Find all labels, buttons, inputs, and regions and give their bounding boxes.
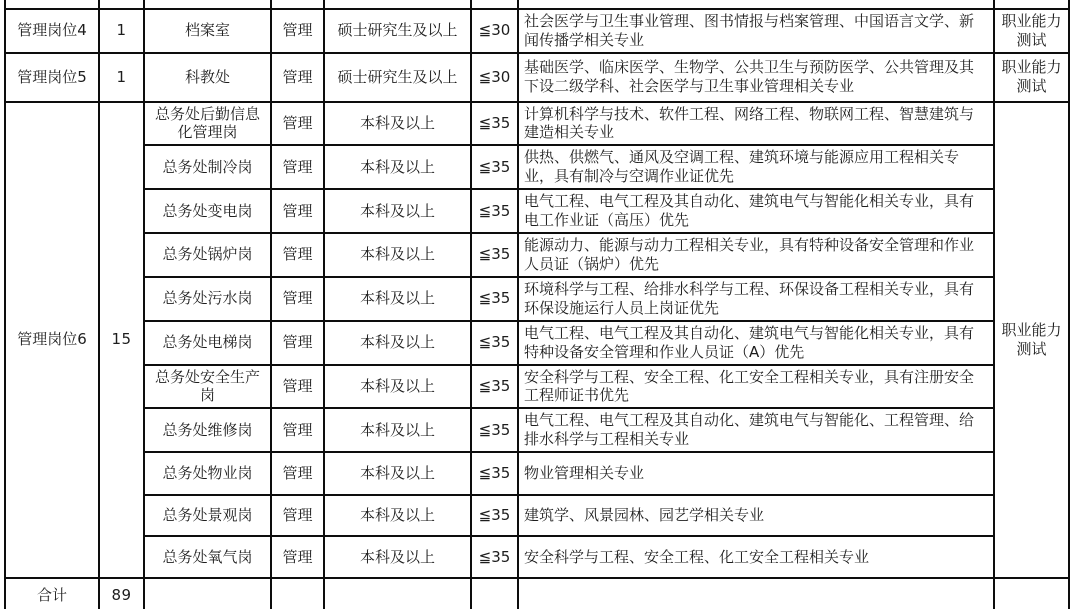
table-row <box>5 321 1069 365</box>
empty-cell <box>144 578 271 609</box>
position-cell: 管理岗位4 <box>5 9 99 53</box>
education-cell: 硕士研究生及以上 <box>324 53 471 102</box>
age-cell: ≦35 <box>471 102 518 146</box>
cropped-cell <box>471 0 518 9</box>
table-row <box>5 365 1069 409</box>
count-cell: 15 <box>99 102 144 579</box>
recruitment-table <box>4 0 1070 609</box>
age-cell: ≦35 <box>471 365 518 409</box>
type-cell: 管理 <box>271 365 324 409</box>
position-cell: 管理岗位5 <box>5 53 99 102</box>
test-cell: 职业能力测试 <box>994 53 1069 102</box>
education-cell: 本科及以上 <box>324 102 471 146</box>
cropped-cell <box>144 0 271 9</box>
education-cell: 本科及以上 <box>324 408 471 452</box>
major-cell: 能源动力、能源与动力工程相关专业，具有特种设备安全管理和作业人员证（锅炉）优先 <box>518 233 994 277</box>
table-row <box>5 145 1069 189</box>
education-cell: 本科及以上 <box>324 365 471 409</box>
type-cell: 管理 <box>271 277 324 321</box>
age-cell: ≦35 <box>471 233 518 277</box>
type-cell: 管理 <box>271 495 324 536</box>
age-cell: ≦30 <box>471 9 518 53</box>
age-cell: ≦35 <box>471 536 518 578</box>
age-cell: ≦35 <box>471 145 518 189</box>
type-cell: 管理 <box>271 408 324 452</box>
education-cell: 硕士研究生及以上 <box>324 9 471 53</box>
test-cell: 职业能力测试 <box>994 9 1069 53</box>
major-cell: 计算机科学与技术、软件工程、网络工程、物联网工程、智慧建筑与建造相关专业 <box>518 102 994 146</box>
major-cell: 基础医学、临床医学、生物学、公共卫生与预防医学、公共管理及其下设二级学科、社会医学与卫生事业管理相关专业 <box>518 53 994 102</box>
major-cell: 安全科学与工程、安全工程、化工安全工程相关专业 <box>518 536 994 578</box>
dept-cell: 总务处制冷岗 <box>144 145 271 189</box>
type-cell: 管理 <box>271 452 324 495</box>
type-cell: 管理 <box>271 53 324 102</box>
dept-cell: 总务处锅炉岗 <box>144 233 271 277</box>
table-row <box>5 9 1069 53</box>
table-row <box>5 277 1069 321</box>
total-count-cell: 89 <box>99 578 144 609</box>
type-cell: 管理 <box>271 536 324 578</box>
total-label-cell: 合计 <box>5 578 99 609</box>
major-cell: 环境科学与工程、给排水科学与工程、环保设备工程相关专业，具有环保设施运行人员上岗证优先 <box>518 277 994 321</box>
major-cell: 社会医学与卫生事业管理、图书情报与档案管理、中国语言文学、新闻传播学相关专业 <box>518 9 994 53</box>
type-cell: 管理 <box>271 9 324 53</box>
education-cell: 本科及以上 <box>324 495 471 536</box>
dept-cell: 总务处景观岗 <box>144 495 271 536</box>
table-row <box>5 102 1069 146</box>
dept-cell: 总务处物业岗 <box>144 452 271 495</box>
type-cell: 管理 <box>271 233 324 277</box>
major-cell: 电气工程、电气工程及其自动化、建筑电气与智能化、工程管理、给排水科学与工程相关专业 <box>518 408 994 452</box>
empty-cell <box>994 578 1069 609</box>
cropped-cell <box>99 0 144 9</box>
dept-cell: 总务处维修岗 <box>144 408 271 452</box>
dept-cell: 科教处 <box>144 53 271 102</box>
cropped-row <box>5 0 1069 9</box>
education-cell: 本科及以上 <box>324 452 471 495</box>
type-cell: 管理 <box>271 189 324 233</box>
table-row <box>5 536 1069 578</box>
cropped-cell <box>518 0 994 9</box>
education-cell: 本科及以上 <box>324 277 471 321</box>
dept-cell: 总务处变电岗 <box>144 189 271 233</box>
table-row <box>5 495 1069 536</box>
table-row <box>5 189 1069 233</box>
dept-cell: 总务处氧气岗 <box>144 536 271 578</box>
type-cell: 管理 <box>271 145 324 189</box>
age-cell: ≦35 <box>471 408 518 452</box>
empty-cell <box>518 578 994 609</box>
education-cell: 本科及以上 <box>324 536 471 578</box>
table-row <box>5 53 1069 102</box>
age-cell: ≦35 <box>471 321 518 365</box>
dept-cell: 总务处安全生产岗 <box>144 365 271 409</box>
cropped-cell <box>271 0 324 9</box>
empty-cell <box>471 578 518 609</box>
major-cell: 建筑学、风景园林、园艺学相关专业 <box>518 495 994 536</box>
test-cell: 职业能力测试 <box>994 102 1069 579</box>
age-cell: ≦35 <box>471 452 518 495</box>
education-cell: 本科及以上 <box>324 189 471 233</box>
type-cell: 管理 <box>271 321 324 365</box>
age-cell: ≦35 <box>471 189 518 233</box>
age-cell: ≦35 <box>471 495 518 536</box>
position-cell: 管理岗位6 <box>5 102 99 579</box>
major-cell: 物业管理相关专业 <box>518 452 994 495</box>
dept-cell: 档案室 <box>144 9 271 53</box>
total-row <box>5 578 1069 609</box>
major-cell: 安全科学与工程、安全工程、化工安全工程相关专业，具有注册安全工程师证书优先 <box>518 365 994 409</box>
table-row <box>5 233 1069 277</box>
education-cell: 本科及以上 <box>324 321 471 365</box>
dept-cell: 总务处电梯岗 <box>144 321 271 365</box>
empty-cell <box>271 578 324 609</box>
cropped-cell <box>324 0 471 9</box>
table-row <box>5 452 1069 495</box>
major-cell: 电气工程、电气工程及其自动化、建筑电气与智能化相关专业，具有电工作业证（高压）优先 <box>518 189 994 233</box>
age-cell: ≦35 <box>471 277 518 321</box>
education-cell: 本科及以上 <box>324 145 471 189</box>
education-cell: 本科及以上 <box>324 233 471 277</box>
age-cell: ≦30 <box>471 53 518 102</box>
cropped-cell <box>5 0 99 9</box>
count-cell: 1 <box>99 53 144 102</box>
cropped-cell <box>994 0 1069 9</box>
dept-cell: 总务处污水岗 <box>144 277 271 321</box>
major-cell: 供热、供燃气、通风及空调工程、建筑环境与能源应用工程相关专业，具有制冷与空调作业证优先 <box>518 145 994 189</box>
empty-cell <box>324 578 471 609</box>
type-cell: 管理 <box>271 102 324 146</box>
count-cell: 1 <box>99 9 144 53</box>
dept-cell: 总务处后勤信息化管理岗 <box>144 102 271 146</box>
major-cell: 电气工程、电气工程及其自动化、建筑电气与智能化相关专业，具有特种设备安全管理和作业人员证（A）优先 <box>518 321 994 365</box>
table-row <box>5 408 1069 452</box>
